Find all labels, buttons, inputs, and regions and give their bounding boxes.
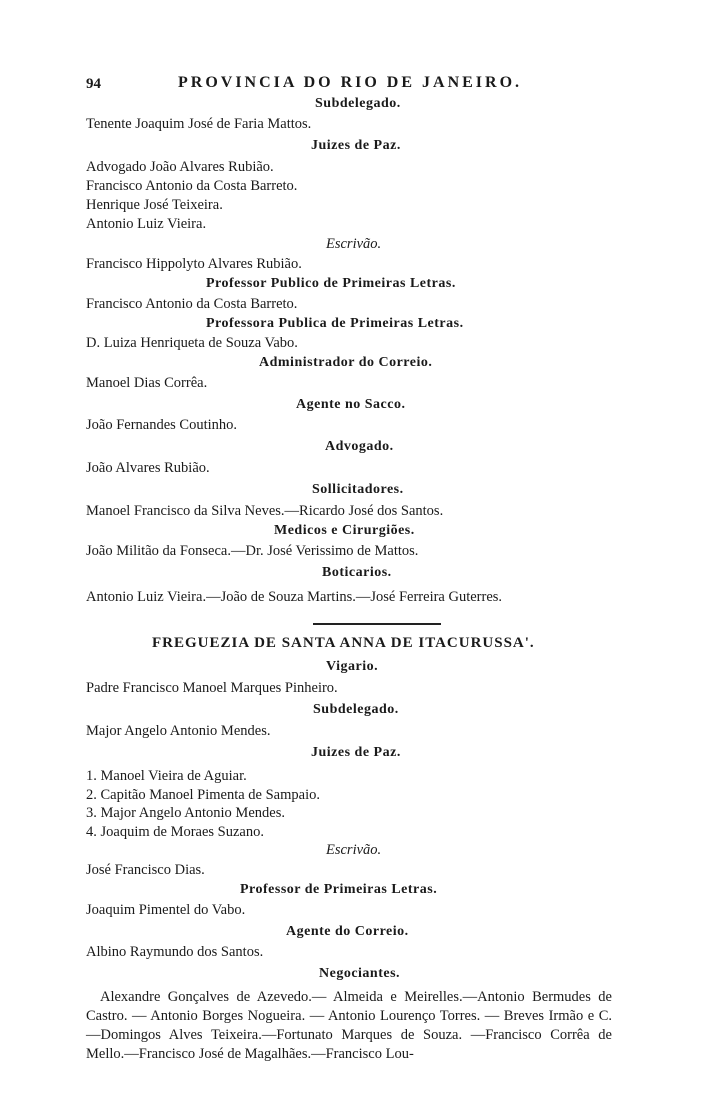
entry: João Militão da Fonseca.—Dr. José Verissimo de Mattos. [86,543,419,559]
heading-subdelegado: Subdelegado. [313,702,399,717]
entry: D. Luiza Henriqueta de Souza Vabo. [86,335,298,351]
heading-escrivao: Escrivão. [326,236,382,252]
entry: 4. Joaquim de Moraes Suzano. [86,824,264,840]
heading-professor: Professor Publico de Primeiras Letras. [206,276,456,291]
section-title: FREGUEZIA DE SANTA ANNA DE ITACURUSSA'. [152,635,535,651]
entry: 3. Major Angelo Antonio Mendes. [86,805,285,821]
entry: João Fernandes Coutinho. [86,417,238,433]
entry: Advogado João Alvares Rubião. [86,159,274,175]
entry: Antonio Luiz Vieira.—João de Souza Martins.—José Ferreira Guterres. [86,589,503,605]
entry: Francisco Hippolyto Alvares Rubião. [86,256,302,272]
entry: João Alvares Rubião. [86,460,210,476]
entry: Manoel Francisco da Silva Neves.—Ricardo José dos Santos. [86,503,444,519]
entry: Antonio Luiz Vieira. [86,216,207,232]
entry: 1. Manoel Vieira de Aguiar. [86,768,247,784]
heading-juizes: Juizes de Paz. [311,138,401,153]
entry: Joaquim Pimentel do Vabo. [86,902,246,918]
heading-advogado: Advogado. [325,439,394,454]
heading-juizes: Juizes de Paz. [311,745,401,760]
entry: Francisco Antonio da Costa Barreto. [86,296,298,312]
heading-administrador: Administrador do Correio. [259,355,433,370]
entry: Manoel Dias Corrêa. [86,375,208,391]
running-title: PROVINCIA DO RIO DE JANEIRO. [178,74,523,91]
heading-boticarios: Boticarios. [322,565,392,580]
heading-medicos: Medicos e Cirurgiões. [274,523,415,538]
entry: Padre Francisco Manoel Marques Pinheiro. [86,680,338,696]
section-divider [313,623,441,625]
heading-agente: Agente no Sacco. [296,397,406,412]
entry: Major Angelo Antonio Mendes. [86,723,271,739]
heading-professora: Professora Publica de Primeiras Letras. [206,316,464,331]
entry: Henrique José Teixeira. [86,197,223,213]
heading-agente: Agente do Correio. [286,924,409,939]
heading-professor: Professor de Primeiras Letras. [240,882,438,897]
entry: Tenente Joaquim José de Faria Mattos. [86,116,312,132]
heading-sollicitadores: Sollicitadores. [312,482,404,497]
heading-escrivao: Escrivão. [326,842,382,858]
entry: Albino Raymundo dos Santos. [86,944,264,960]
page-number: 94 [86,76,101,92]
heading-negociantes: Negociantes. [319,966,401,981]
entry: 2. Capitão Manoel Pimenta de Sampaio. [86,787,320,803]
entry: Francisco Antonio da Costa Barreto. [86,178,298,194]
heading-subdelegado: Subdelegado. [315,96,401,111]
entry: José Francisco Dias. [86,862,205,878]
negociantes-paragraph: Alexandre Gonçalves de Azevedo.— Almeida e Meirelles.—Antonio Bermudes de Castro. — Antonio Borges Nogueira. — Antonio Lourenço Torres. — Breves Irmão e C.—Domingos Alves Teixeira.—Fortunato Marques de Souza. —Francisco Corrêa de Mello.—Francisco José de Magalhães.—Francisco Lou- [86,989,612,1062]
heading-vigario: Vigario. [326,659,379,674]
